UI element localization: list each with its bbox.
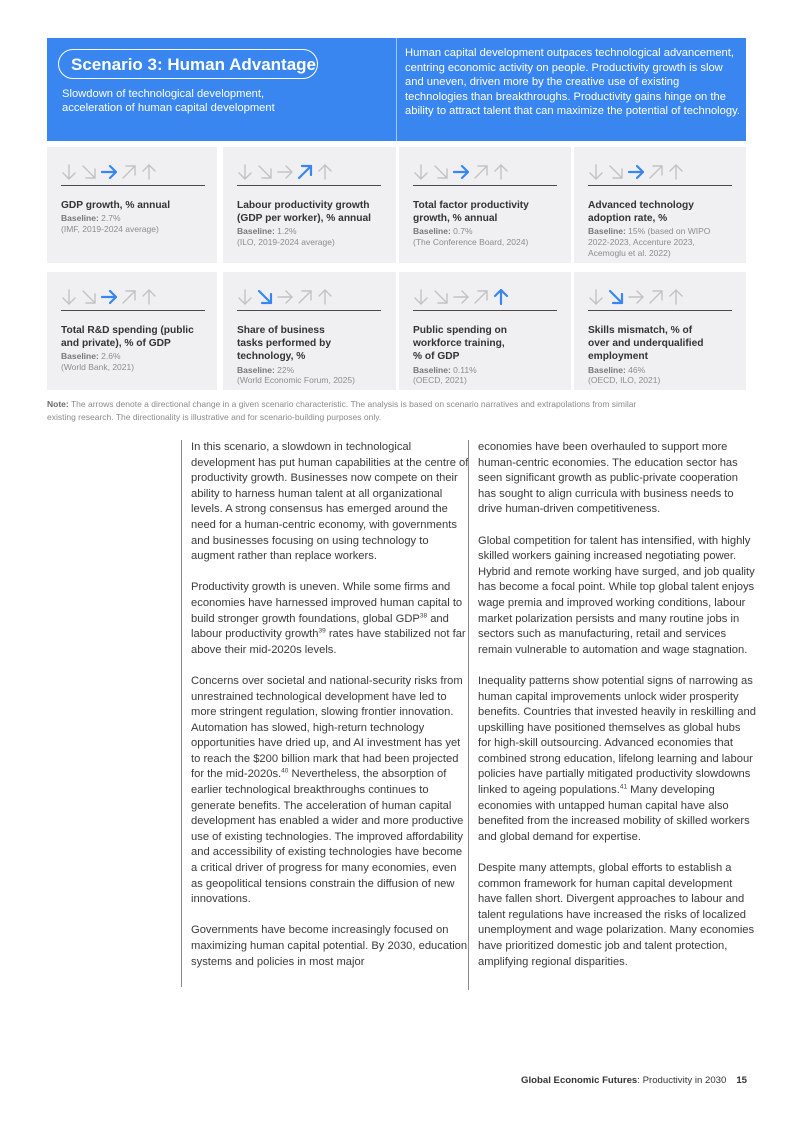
indicator-label <box>413 199 557 225</box>
indicator-label <box>61 324 203 350</box>
up-arrow-icon <box>668 289 684 305</box>
body-paragraph: Despite many attempts, global efforts to establish a common framework for human capital development have fallen short. Divergent approaches to labour and talent regulations have increased the risks of localized unemployment and wage polarization. Many economies have prioritized domestic job and talent protection, amplifying regional disparities. <box>478 862 755 968</box>
indicator-label-line: Total R&D spending (public <box>61 325 194 336</box>
down-arrow-icon <box>237 289 253 305</box>
baseline-value: 1.2% <box>277 226 297 237</box>
indicator-card <box>47 272 217 390</box>
body-column-right <box>468 440 756 990</box>
body-paragraph: Productivity growth is uneven. While some firms and economies have harnessed improved human capital to build stronger growth foundations, global GDP$^{38}$ and labour productivity growth$^{39}$ rates have stabilized not far above their mid-2020s levels. <box>191 581 466 656</box>
indicator-label-line: growth, % annual <box>413 213 498 225</box>
baseline-value: 2.7% <box>101 213 121 224</box>
body-paragraph: In this scenario, a slowdown in technological development has put human capabilities at the centre of productivity growth. Businesses now compete on their ability to harness human talent at all organizational levels. A strong consensus has emerged around the need for a human-centric economy, with governments and businesses focusing on using technology to augment rather than replace workers. <box>191 441 469 563</box>
baseline-source: (ILO, 2019-2024 average) <box>237 237 335 248</box>
up-right-arrow-icon <box>473 164 489 180</box>
card-divider <box>61 185 205 186</box>
indicator-baseline <box>61 351 203 373</box>
direction-arrows <box>413 286 557 308</box>
indicator-card <box>223 147 396 263</box>
baseline-value: 15% (based on WIPO <box>628 226 711 237</box>
page-footer <box>521 1075 747 1086</box>
indicator-baseline <box>61 213 203 235</box>
down-right-arrow-icon <box>608 289 624 305</box>
report-subtitle: : Productivity in 2030 <box>637 1075 727 1086</box>
up-arrow-icon <box>317 289 333 305</box>
baseline-source: (OECD, 2021) <box>413 375 467 386</box>
scenario-title-panel <box>47 38 396 141</box>
footnote-ref[interactable]: 39 <box>318 627 326 635</box>
up-right-arrow-icon <box>648 164 664 180</box>
up-right-arrow-icon <box>121 289 137 305</box>
indicator-label-line: adoption rate, % <box>588 213 668 225</box>
body-paragraph: Global competition for talent has intensified, with highly skilled workers gaining increased negotiating power. Hybrid and remote working have surged, and job quality has become a focal point. While top global talent enjoys wage premia and improved working conditions, labour market polarization persists and many routine jobs in sectors such as manufacturing, retail and services remain vulnerable to automation and wage stagnation. <box>478 534 755 656</box>
direction-arrows <box>61 161 203 183</box>
right-arrow-icon <box>101 289 117 305</box>
indicator-label-line: Skills mismatch, % of <box>588 325 693 336</box>
up-arrow-icon <box>493 164 509 180</box>
baseline-label: Baseline: <box>413 364 451 375</box>
up-right-arrow-icon <box>297 164 313 180</box>
indicator-baseline <box>413 365 557 387</box>
indicator-label-line: and private), % of GDP <box>61 338 171 350</box>
indicator-label-line: technology, % <box>237 351 306 363</box>
scenario-subtitle <box>62 88 382 115</box>
down-arrow-icon <box>61 164 77 180</box>
indicator-label-line: Public spending on <box>413 325 507 336</box>
down-arrow-icon <box>588 164 604 180</box>
footnote-ref[interactable]: 38 <box>419 611 428 619</box>
indicator-label-line: % of GDP <box>413 351 460 363</box>
report-title: Global Economic Futures <box>521 1075 638 1086</box>
baseline-value: 22% <box>277 364 295 375</box>
direction-arrows <box>588 161 732 183</box>
footnote-ref[interactable]: 41 <box>619 783 628 791</box>
baseline-value: 46% <box>628 364 646 375</box>
baseline-value: 0.11% <box>453 364 477 375</box>
baseline-source: (World Bank, 2021) <box>61 362 135 373</box>
body-paragraph: economies have been overhauled to support more human-centric economies. The education sector has seen significant growth as public-private cooperation has sought to align curricula with business needs to drive human-driven competitiveness. <box>478 441 738 516</box>
baseline-value: 2.6% <box>101 351 121 362</box>
up-right-arrow-icon <box>121 164 137 180</box>
note-text: existing research. The directionality is illustrative and for scenario-building purposes only. <box>47 411 382 422</box>
right-arrow-icon <box>628 289 644 305</box>
direction-arrows <box>413 161 557 183</box>
up-arrow-icon <box>317 164 333 180</box>
indicator-label <box>61 199 203 212</box>
indicator-label-line: GDP growth, % annual <box>61 200 171 211</box>
up-right-arrow-icon <box>297 289 313 305</box>
baseline-source: 2022-2023, Accenture 2023, <box>588 237 695 248</box>
header-divider <box>396 38 397 141</box>
baseline-label: Baseline: <box>413 226 451 237</box>
body-paragraph: Governments have become increasingly focused on maximizing human capital potential. By 2030, education systems and policies in most major <box>191 924 468 968</box>
indicator-card <box>574 147 746 263</box>
indicator-label-line: workforce training, <box>413 338 505 350</box>
up-right-arrow-icon <box>648 289 664 305</box>
scenario-description: Human capital development outpaces technological advancement, centring economic activity on people. Productivity growth is slow and uneven, driven more by the creative use of existing technologies than breakthroughs. Productivity gains hinge on the ability to attract talent that can maximize the potential of technology. <box>405 47 740 117</box>
baseline-source: (OECD, ILO, 2021) <box>588 375 661 386</box>
card-divider <box>237 185 381 186</box>
baseline-label: Baseline: <box>237 364 275 375</box>
baseline-source: Acemoglu et al. 2022) <box>588 248 671 258</box>
direction-arrows <box>237 161 382 183</box>
scenario-subtitle-line: Slowdown of technological development, <box>62 88 265 100</box>
indicator-grid <box>47 147 746 391</box>
indicator-card <box>47 147 217 263</box>
indicator-card <box>399 272 571 390</box>
indicator-baseline <box>237 226 382 248</box>
page-number: 15 <box>736 1075 747 1086</box>
card-divider <box>588 185 732 186</box>
baseline-label: Baseline: <box>588 226 626 237</box>
indicator-baseline <box>237 365 382 387</box>
indicator-label <box>588 324 732 364</box>
indicator-baseline <box>413 226 557 248</box>
indicator-label <box>413 324 557 364</box>
scenario-header <box>47 38 746 141</box>
indicator-label-line: (GDP per worker), % annual <box>237 213 371 225</box>
baseline-source: (World Economic Forum, 2025) <box>237 375 355 386</box>
body-column-left <box>181 440 469 987</box>
down-right-arrow-icon <box>257 289 273 305</box>
indicator-baseline <box>588 226 732 258</box>
right-arrow-icon <box>453 164 469 180</box>
down-right-arrow-icon <box>81 164 97 180</box>
indicator-label-line: Labour productivity growth <box>237 200 370 211</box>
indicator-label <box>237 199 382 225</box>
direction-arrows <box>61 286 203 308</box>
scenario-title-pill: Scenario 3: Human Advantage <box>58 49 318 79</box>
right-arrow-icon <box>277 164 293 180</box>
up-arrow-icon <box>141 289 157 305</box>
note-label: Note: <box>47 399 69 409</box>
direction-arrows <box>237 286 382 308</box>
baseline-source: (The Conference Board, 2024) <box>413 237 529 248</box>
indicator-label-line: Advanced technology <box>588 200 694 211</box>
baseline-source: (IMF, 2019-2024 average) <box>61 224 159 234</box>
footnote-ref[interactable]: 40 <box>281 767 289 775</box>
body-paragraph: Inequality patterns show potential signs of narrowing as human capital improvements unlock wider prosperity benefits. Countries that invested heavily in reskilling and upskilling have positioned themselves as global hubs for high-skill outsourcing. Advanced economies that combined strong education, lifelong learning and labour policies have partially mitigated productivity slowdowns linked to ageing populations.$^{41}$ Many developing economies with untapped human capital have also benefited from the increased mobility of skilled workers and global demand for expertise. <box>478 674 756 843</box>
up-right-arrow-icon <box>473 289 489 305</box>
card-divider <box>237 310 381 311</box>
right-arrow-icon <box>453 289 469 305</box>
indicator-label-line: over and underqualified <box>588 338 704 350</box>
card-divider <box>413 310 557 311</box>
down-arrow-icon <box>237 164 253 180</box>
up-arrow-icon <box>141 164 157 180</box>
baseline-label: Baseline: <box>61 351 99 362</box>
indicator-label-line: employment <box>588 351 649 363</box>
indicator-label <box>588 199 732 225</box>
up-arrow-icon <box>493 289 509 305</box>
up-arrow-icon <box>668 164 684 180</box>
figure-note <box>47 398 747 423</box>
down-right-arrow-icon <box>608 164 624 180</box>
down-arrow-icon <box>61 289 77 305</box>
down-right-arrow-icon <box>433 164 449 180</box>
baseline-label: Baseline: <box>237 226 275 237</box>
indicator-baseline <box>588 365 732 387</box>
right-arrow-icon <box>277 289 293 305</box>
indicator-label-line: Share of business <box>237 325 325 336</box>
card-divider <box>61 310 205 311</box>
indicator-card <box>399 147 571 263</box>
scenario-subtitle-line: acceleration of human capital development <box>62 101 275 114</box>
down-arrow-icon <box>413 289 429 305</box>
note-text: The arrows denote a directional change in a given scenario characteristic. The analysis is based on scenario narratives and extrapolations from similar <box>70 399 637 409</box>
body-paragraph: Concerns over societal and national-security risks from unrestrained technological development have led to more stringent regulation, slowing frontier innovation. Automation has slowed, high-return technology opportunities have dried up, and AI investment has yet to reach the $200 billion mark that had been projected for the mid-2020s.$^{40}$ Nevertheless, the absorption of earlier technological breakthroughs continues to generate benefits. The acceleration of human capital development has enabled a wider and more productive use of existing technologies. The improved affordability and accessibility of existing technologies have become a critical driver of progress for many economies, even as geopolitical tensions constrain the diffusion of new innovations. <box>191 674 464 906</box>
baseline-label: Baseline: <box>61 213 99 224</box>
indicator-card <box>574 272 746 390</box>
baseline-label: Baseline: <box>588 364 626 375</box>
direction-arrows <box>588 286 732 308</box>
indicator-label <box>237 324 382 364</box>
indicator-label-line: Total factor productivity <box>413 200 529 211</box>
card-divider <box>588 310 732 311</box>
indicator-label-line: tasks performed by <box>237 338 331 350</box>
baseline-value: 0.7% <box>453 226 473 237</box>
card-divider <box>413 185 557 186</box>
down-right-arrow-icon <box>81 289 97 305</box>
down-right-arrow-icon <box>257 164 273 180</box>
down-arrow-icon <box>413 164 429 180</box>
right-arrow-icon <box>101 164 117 180</box>
right-arrow-icon <box>628 164 644 180</box>
indicator-card <box>223 272 396 390</box>
down-right-arrow-icon <box>433 289 449 305</box>
down-arrow-icon <box>588 289 604 305</box>
